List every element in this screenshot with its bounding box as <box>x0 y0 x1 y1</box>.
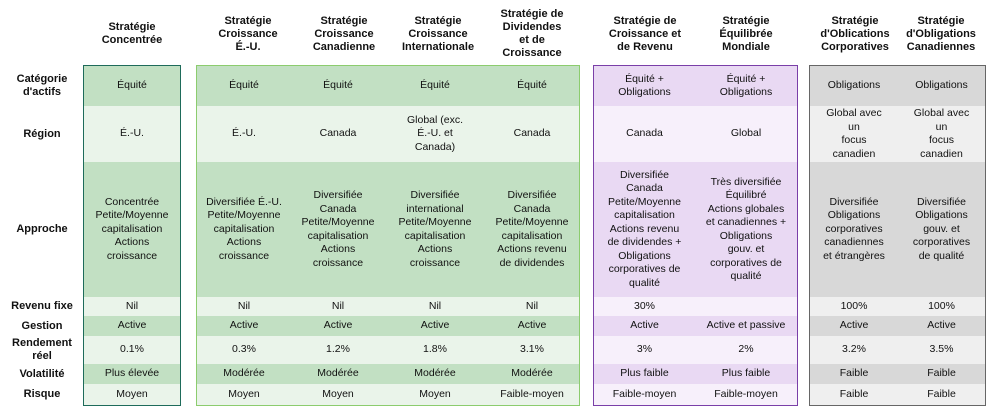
column-header: Stratégie Croissance Canadienne <box>312 14 376 53</box>
table-cell: Diversifiée Canada Petite/Moyenne capitalisation Actions croissance <box>291 162 385 297</box>
row-label-real-return: Rendement réel <box>12 337 72 362</box>
table-cell: É.-U. <box>197 106 291 162</box>
table-cell: Faible <box>810 384 898 405</box>
table-cell: Faible-moyen <box>485 384 579 405</box>
row-label-fixed-income: Revenu fixe <box>11 300 73 312</box>
table-cell: Concentrée Petite/Moyenne capitalisation Actions croissance <box>84 162 180 297</box>
table-cell: Faible <box>898 364 985 384</box>
table-cell: Active <box>84 316 180 336</box>
table-cell: Moyen <box>385 384 485 405</box>
table-cell: Moyen <box>291 384 385 405</box>
table-cell: Obligations <box>898 66 985 106</box>
table-cell: Global <box>695 106 797 162</box>
column-header: Stratégie Croissance É.-U. <box>218 14 278 53</box>
table-cell: Nil <box>84 297 180 316</box>
table-cell: Global avec un focus canadien <box>898 106 985 162</box>
table-cell: Nil <box>197 297 291 316</box>
table-cell: Faible <box>810 364 898 384</box>
table-cell: 3.2% <box>810 336 898 364</box>
column-header: Stratégie de Dividendes et de Croissance <box>500 8 564 59</box>
table-cell: Diversifiée Canada Petite/Moyenne capitalisation Actions revenu de dividendes <box>485 162 579 297</box>
row-label-region: Région <box>23 127 61 140</box>
table-cell: 100% <box>810 297 898 316</box>
table-cell: 100% <box>898 297 985 316</box>
table-cell: Plus faible <box>594 364 695 384</box>
row-label-approach: Approche <box>16 223 68 235</box>
table-cell: Global avec un focus canadien <box>810 106 898 162</box>
table-cell: Nil <box>385 297 485 316</box>
column-header: Stratégie Concentrée <box>101 21 163 46</box>
table-cell: Équité <box>84 66 180 106</box>
table-cell: Active et passive <box>695 316 797 336</box>
table-cell: Obligations <box>810 66 898 106</box>
table-cell: Nil <box>485 297 579 316</box>
table-cell: Équité + Obligations <box>695 66 797 106</box>
table-cell: 0.3% <box>197 336 291 364</box>
row-label-management: Gestion <box>21 319 63 332</box>
table-cell: Équité <box>291 66 385 106</box>
table-cell: Faible-moyen <box>695 384 797 405</box>
table-cell: Faible-moyen <box>594 384 695 405</box>
table-cell: Équité + Obligations <box>594 66 695 106</box>
row-label-volatility: Volatilité <box>19 367 65 380</box>
table-cell: Nil <box>291 297 385 316</box>
column-header: Stratégie Croissance Internationale <box>401 14 475 53</box>
table-cell: 3% <box>594 336 695 364</box>
table-cell: Diversifiée Canada Petite/Moyenne capitalisation Actions revenu de dividendes + Obligations corporatives de qualité <box>594 162 695 297</box>
table-cell: 0.1% <box>84 336 180 364</box>
table-cell: Canada <box>485 106 579 162</box>
table-cell: Diversifiée Obligations gouv. et corporatives de qualité <box>898 162 985 297</box>
table-cell: Modérée <box>291 364 385 384</box>
column-header: Stratégie Équilibrée Mondiale <box>719 14 773 53</box>
table-cell: Active <box>898 316 985 336</box>
row-label-risk: Risque <box>23 387 61 400</box>
table-cell: Canada <box>594 106 695 162</box>
table-cell: 1.2% <box>291 336 385 364</box>
table-cell: Très diversifiée Équilibré Actions globales et canadiennes + Obligations gouv. et corporatives de qualité <box>695 162 797 297</box>
table-cell: Global (exc. É.-U. et Canada) <box>385 106 485 162</box>
row-label-asset-category: Catégorie d'actifs <box>16 73 68 98</box>
table-cell: Diversifiée international Petite/Moyenne capitalisation Actions croissance <box>385 162 485 297</box>
column-header: Stratégie de Croissance et de Revenu <box>608 14 682 53</box>
table-cell: Diversifiée Obligations corporatives canadiennes et étrangères <box>810 162 898 297</box>
column-header: Stratégie d'Obligations Canadiennes <box>906 14 976 53</box>
table-cell: Modérée <box>385 364 485 384</box>
table-cell: Moyen <box>197 384 291 405</box>
table-cell: Plus faible <box>695 364 797 384</box>
table-cell: Équité <box>385 66 485 106</box>
table-cell: 3.5% <box>898 336 985 364</box>
table-cell: Active <box>291 316 385 336</box>
table-cell: Équité <box>197 66 291 106</box>
table-cell: Active <box>197 316 291 336</box>
table-cell: Faible <box>898 384 985 405</box>
table-cell: Plus élevée <box>84 364 180 384</box>
table-cell: Active <box>594 316 695 336</box>
column-header: Stratégie d'Oblications Corporatives <box>820 14 890 53</box>
table-cell: Modérée <box>197 364 291 384</box>
table-cell <box>695 297 797 316</box>
table-cell: Active <box>385 316 485 336</box>
table-cell: Équité <box>485 66 579 106</box>
table-cell: Diversifiée É.-U. Petite/Moyenne capitalisation Actions croissance <box>197 162 291 297</box>
table-cell: Active <box>810 316 898 336</box>
table-cell: 2% <box>695 336 797 364</box>
table-cell: Modérée <box>485 364 579 384</box>
table-cell: 30% <box>594 297 695 316</box>
table-cell: É.-U. <box>84 106 180 162</box>
table-cell: 3.1% <box>485 336 579 364</box>
table-cell: 1.8% <box>385 336 485 364</box>
table-cell: Canada <box>291 106 385 162</box>
table-cell: Active <box>485 316 579 336</box>
table-cell: Moyen <box>84 384 180 405</box>
